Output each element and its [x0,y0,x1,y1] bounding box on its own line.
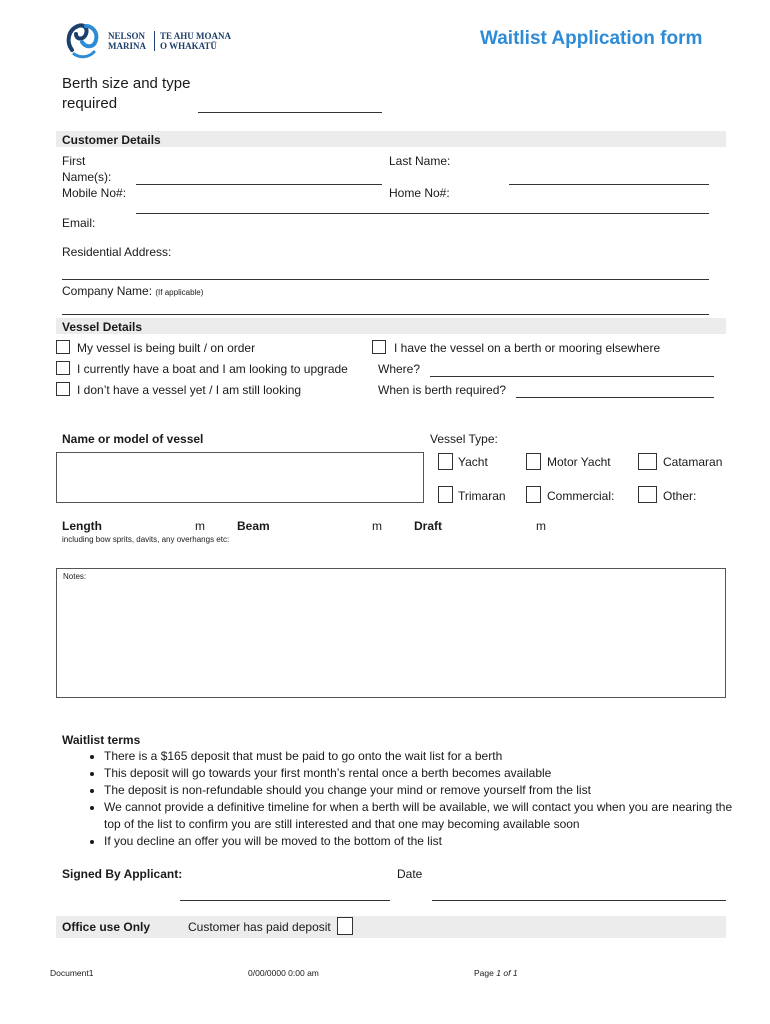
type-motor-yacht-label: Motor Yacht [547,455,611,469]
checkbox-looking[interactable] [56,382,70,396]
logo-text-left-1: NELSON [108,31,146,41]
footer-page-total: 1 [512,968,518,978]
home-label: Home No#: [389,186,450,200]
company-input[interactable] [62,314,709,315]
logo-text-right-2: O WHAKATŪ [160,40,217,51]
date-input[interactable] [432,900,726,901]
terms-title: Waitlist terms [62,733,141,747]
signed-by-label: Signed By Applicant: [62,867,183,881]
logo [64,20,234,62]
footer-document: Document1 [50,968,94,978]
footer-page-prefix: Page [474,968,494,978]
company-label [62,284,203,298]
checkbox-other[interactable] [638,486,657,503]
footer-datetime: 0/00/0000 0:00 am [248,968,319,978]
notes-input[interactable] [56,568,726,698]
checkbox-upgrade[interactable] [56,361,70,375]
type-commercial-label: Commercial: [547,489,615,503]
berth-label-line1: Berth size and type [62,75,191,92]
option-elsewhere-label: I have the vessel on a berth or mooring elsewhere [394,341,661,355]
logo-text-right-1: TE AHU MOANA [160,31,232,41]
berth-label [62,74,190,114]
date-label: Date [397,867,423,881]
vessel-name-input[interactable] [56,452,424,503]
terms-item: • If you decline an offer you will be moved to the bottom of the list [104,833,744,850]
address-input[interactable] [62,279,709,280]
address-label: Residential Address: [62,245,172,259]
where-label: Where? [378,362,421,376]
length-unit: m [195,519,205,533]
mobile-label: Mobile No#: [62,186,127,200]
footer-page-num: 1 [496,968,501,978]
logo-divider [154,31,155,51]
checkbox-deposit-paid[interactable] [337,917,353,935]
customer-section-title: Customer Details [62,133,161,147]
beam-label: Beam [237,519,270,533]
checkbox-building[interactable] [56,340,70,354]
where-input[interactable] [430,376,714,377]
company-label-text: Company Name: [62,284,153,298]
checkbox-yacht[interactable] [438,453,453,470]
checkbox-motor-yacht[interactable] [526,453,541,470]
draft-unit: m [536,519,546,533]
type-catamaran-label: Catamaran [663,455,723,469]
berth-input[interactable] [198,112,382,113]
last-name-input[interactable] [509,184,709,185]
deposit-paid-label: Customer has paid deposit [188,920,331,934]
checkbox-elsewhere[interactable] [372,340,386,354]
draft-label: Draft [414,519,443,533]
signature-input[interactable] [180,900,390,901]
type-trimaran-label: Trimaran [458,489,506,503]
berth-label-line2: required [62,95,118,112]
notes-label: Notes: [63,572,87,581]
checkbox-trimaran[interactable] [438,486,453,503]
footer-page [474,968,518,978]
office-title: Office use Only [62,920,151,934]
first-name-label-line1: First [62,154,86,168]
email-label: Email: [62,216,96,230]
footer-page-of: of [503,968,511,978]
terms-item: • The deposit is non-refundable should you change your mind or remove yourself from the list [104,782,744,799]
first-name-input[interactable] [136,184,382,185]
terms-list [78,748,744,850]
type-other-label: Other: [663,489,697,503]
terms-item: • There is a $165 deposit that must be paid to go onto the wait list for a berth [104,748,744,765]
option-looking-label: I don’t have a vessel yet / I am still looking [77,383,302,397]
terms-item: • We cannot provide a definitive timeline for when a berth will be available, we will contact you when you are nearing the top of the list to confirm you are still interested and that one may becoming available soon [104,799,744,833]
vessel-section-title: Vessel Details [62,320,143,334]
option-upgrade-label: I currently have a boat and I am looking to upgrade [77,362,348,376]
vessel-name-label: Name or model of vessel [62,432,204,446]
type-yacht-label: Yacht [458,455,488,469]
when-required-input[interactable] [516,397,714,398]
vessel-type-label: Vessel Type: [430,432,498,446]
marina-logo-icon [64,20,104,62]
mobile-home-input[interactable] [136,213,709,214]
length-note: including bow sprits, davits, any overhangs etc: [62,535,230,544]
length-label: Length [62,519,102,533]
first-name-label-line2: Name(s): [62,170,112,184]
option-building-label: My vessel is being built / on order [77,341,256,355]
first-name-label [62,153,111,185]
vessel-section-band [56,318,726,334]
page-title: Waitlist Application form [480,28,703,49]
beam-unit: m [372,519,382,533]
last-name-label: Last Name: [389,154,451,168]
office-band [56,916,726,938]
company-note: (If applicable) [155,288,204,297]
logo-text-left-2: MARINA [108,40,146,51]
checkbox-commercial[interactable] [526,486,541,503]
when-required-label: When is berth required? [378,383,507,397]
checkbox-catamaran[interactable] [638,453,657,470]
terms-item: • This deposit will go towards your first month’s rental once a berth becomes available [104,765,744,782]
